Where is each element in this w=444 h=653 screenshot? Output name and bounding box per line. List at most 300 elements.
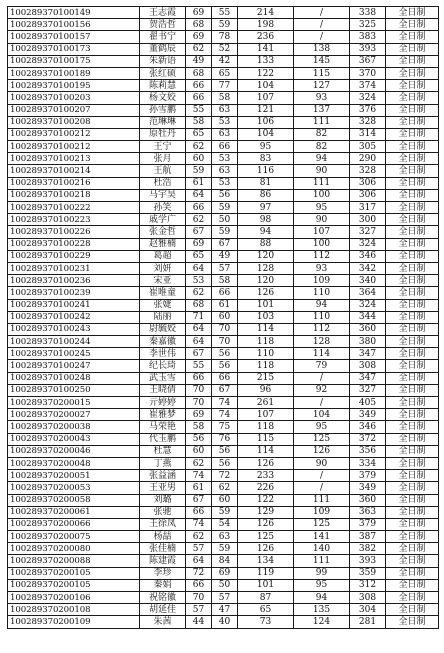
study-mode-cell: 全日制: [386, 384, 439, 396]
total-score-cell: 356: [350, 445, 386, 457]
study-mode-cell: 全日制: [386, 262, 439, 274]
total-score-cell: 347: [350, 348, 386, 360]
total-score-cell: 325: [350, 19, 386, 31]
study-mode-cell: 全日制: [386, 7, 439, 19]
score-2-cell: 57: [212, 262, 238, 274]
score-2-cell: 54: [212, 518, 238, 530]
score-3-cell: 103: [238, 311, 294, 323]
score-1-cell: 72: [186, 567, 212, 579]
score-2-cell: 67: [212, 238, 238, 250]
score-table: [7, 6, 439, 629]
candidate-name-cell: 王亚男: [140, 482, 186, 494]
score-1-cell: 62: [186, 287, 212, 299]
total-score-cell: 308: [350, 592, 386, 604]
total-score-cell: 281: [350, 616, 386, 628]
candidate-id-cell: 100289370100229: [8, 250, 140, 262]
score-3-cell: 98: [238, 214, 294, 226]
score-1-cell: 74: [186, 470, 212, 482]
total-score-cell: 340: [350, 275, 386, 287]
candidate-name-cell: 赵雅楠: [140, 238, 186, 250]
candidate-id-cell: 100289370200108: [8, 604, 140, 616]
score-3-cell: 126: [238, 287, 294, 299]
candidate-name-cell: 陈莉慧: [140, 80, 186, 92]
score-4-cell: 90: [294, 214, 350, 226]
score-4-cell: 145: [294, 55, 350, 67]
score-4-cell: 82: [294, 128, 350, 140]
score-3-cell: 119: [238, 567, 294, 579]
score-2-cell: 60: [212, 311, 238, 323]
study-mode-cell: 全日制: [386, 19, 439, 31]
total-score-cell: 360: [350, 323, 386, 335]
table-row: [8, 433, 439, 445]
score-1-cell: 69: [186, 238, 212, 250]
table-row: [8, 482, 439, 494]
table-row: [8, 311, 439, 323]
table-row: [8, 409, 439, 421]
score-1-cell: 68: [186, 19, 212, 31]
table-row: [8, 92, 439, 104]
score-2-cell: 56: [212, 348, 238, 360]
candidate-id-cell: 100289370200038: [8, 421, 140, 433]
candidate-id-cell: 100289370100208: [8, 116, 140, 128]
study-mode-cell: 全日制: [386, 323, 439, 335]
total-score-cell: 360: [350, 494, 386, 506]
score-2-cell: 42: [212, 55, 238, 67]
study-mode-cell: 全日制: [386, 128, 439, 140]
score-1-cell: 58: [186, 421, 212, 433]
score-1-cell: 62: [186, 531, 212, 543]
score-1-cell: 70: [186, 592, 212, 604]
score-2-cell: 59: [212, 19, 238, 31]
score-2-cell: 63: [212, 128, 238, 140]
score-2-cell: 62: [212, 482, 238, 494]
score-1-cell: 60: [186, 445, 212, 457]
candidate-id-cell: 100289370200043: [8, 433, 140, 445]
score-4-cell: 124: [294, 616, 350, 628]
candidate-id-cell: 100289370200075: [8, 531, 140, 543]
table-row: [8, 153, 439, 165]
score-4-cell: 140: [294, 543, 350, 555]
score-3-cell: 141: [238, 43, 294, 55]
score-1-cell: 57: [186, 543, 212, 555]
table-row: [8, 323, 439, 335]
score-1-cell: 60: [186, 153, 212, 165]
score-4-cell: 112: [294, 323, 350, 335]
total-score-cell: 379: [350, 470, 386, 482]
candidate-id-cell: 100289370100189: [8, 67, 140, 79]
score-1-cell: 61: [186, 482, 212, 494]
total-score-cell: 344: [350, 311, 386, 323]
study-mode-cell: 全日制: [386, 104, 439, 116]
score-1-cell: 68: [186, 67, 212, 79]
score-1-cell: 74: [186, 518, 212, 530]
score-3-cell: 115: [238, 433, 294, 445]
candidate-id-cell: 100289370100223: [8, 214, 140, 226]
score-4-cell: 99: [294, 567, 350, 579]
candidate-name-cell: 祝铭徽: [140, 592, 186, 604]
table-row: [8, 55, 439, 67]
score-3-cell: 86: [238, 189, 294, 201]
total-score-cell: 312: [350, 579, 386, 591]
score-2-cell: 50: [212, 579, 238, 591]
score-4-cell: /: [294, 19, 350, 31]
study-mode-cell: 全日制: [386, 153, 439, 165]
candidate-name-cell: 王航: [140, 165, 186, 177]
score-3-cell: 95: [238, 141, 294, 153]
table-row: [8, 19, 439, 31]
candidate-name-cell: 孙笑: [140, 202, 186, 214]
total-score-cell: 372: [350, 433, 386, 445]
candidate-id-cell: 100289370100243: [8, 323, 140, 335]
score-1-cell: 70: [186, 384, 212, 396]
candidate-name-cell: 杜慧: [140, 445, 186, 457]
score-3-cell: 121: [238, 104, 294, 116]
candidate-id-cell: 100289370100231: [8, 262, 140, 274]
score-3-cell: 215: [238, 372, 294, 384]
candidate-name-cell: 宋亚: [140, 275, 186, 287]
score-3-cell: 81: [238, 177, 294, 189]
study-mode-cell: 全日制: [386, 604, 439, 616]
study-mode-cell: 全日制: [386, 141, 439, 153]
candidate-name-cell: 朱新语: [140, 55, 186, 67]
table-row: [8, 177, 439, 189]
study-mode-cell: 全日制: [386, 226, 439, 238]
score-4-cell: 95: [294, 202, 350, 214]
table-row: [8, 555, 439, 567]
total-score-cell: 317: [350, 202, 386, 214]
study-mode-cell: 全日制: [386, 409, 439, 421]
candidate-id-cell: 100289370100239: [8, 287, 140, 299]
score-3-cell: 236: [238, 31, 294, 43]
total-score-cell: 342: [350, 262, 386, 274]
score-3-cell: 94: [238, 226, 294, 238]
candidate-name-cell: 张驰: [140, 506, 186, 518]
score-4-cell: 92: [294, 384, 350, 396]
total-score-cell: 363: [350, 506, 386, 518]
table-row: [8, 518, 439, 530]
candidate-name-cell: 朱茜: [140, 616, 186, 628]
score-1-cell: 62: [186, 457, 212, 469]
candidate-name-cell: 杜浩: [140, 177, 186, 189]
score-3-cell: 114: [238, 445, 294, 457]
candidate-name-cell: 刘妍: [140, 262, 186, 274]
score-4-cell: 115: [294, 67, 350, 79]
total-score-cell: 338: [350, 7, 386, 19]
study-mode-cell: 全日制: [386, 506, 439, 518]
candidate-id-cell: 100289370100250: [8, 384, 140, 396]
score-4-cell: 104: [294, 409, 350, 421]
score-1-cell: 65: [186, 128, 212, 140]
score-3-cell: 214: [238, 7, 294, 19]
score-4-cell: 95: [294, 421, 350, 433]
study-mode-cell: 全日制: [386, 250, 439, 262]
candidate-name-cell: 丁燕: [140, 457, 186, 469]
candidate-name-cell: 尉毓姣: [140, 323, 186, 335]
score-4-cell: 93: [294, 92, 350, 104]
candidate-name-cell: 杨文姣: [140, 92, 186, 104]
score-2-cell: 63: [212, 104, 238, 116]
table-row: [8, 104, 439, 116]
score-4-cell: 111: [294, 177, 350, 189]
score-4-cell: /: [294, 482, 350, 494]
score-3-cell: 96: [238, 384, 294, 396]
score-2-cell: 58: [212, 92, 238, 104]
score-2-cell: 58: [212, 275, 238, 287]
table-row: [8, 67, 439, 79]
table-row: [8, 226, 439, 238]
study-mode-cell: 全日制: [386, 494, 439, 506]
candidate-name-cell: 马荣艳: [140, 421, 186, 433]
candidate-id-cell: 100289370100213: [8, 153, 140, 165]
score-3-cell: 122: [238, 67, 294, 79]
candidate-name-cell: 陈建霞: [140, 555, 186, 567]
candidate-name-cell: 王晓倩: [140, 384, 186, 396]
score-3-cell: 126: [238, 543, 294, 555]
study-mode-cell: 全日制: [386, 214, 439, 226]
total-score-cell: 405: [350, 397, 386, 409]
total-score-cell: 364: [350, 287, 386, 299]
table-row: [8, 202, 439, 214]
score-2-cell: 66: [212, 141, 238, 153]
score-1-cell: 62: [186, 141, 212, 153]
total-score-cell: 304: [350, 604, 386, 616]
score-2-cell: 65: [212, 67, 238, 79]
score-4-cell: 94: [294, 153, 350, 165]
table-row: [8, 336, 439, 348]
study-mode-cell: 全日制: [386, 555, 439, 567]
score-1-cell: 64: [186, 189, 212, 201]
candidate-id-cell: 100289370200051: [8, 470, 140, 482]
total-score-cell: 327: [350, 226, 386, 238]
table-row: [8, 506, 439, 518]
study-mode-cell: 全日制: [386, 372, 439, 384]
score-4-cell: 95: [294, 579, 350, 591]
total-score-cell: 349: [350, 482, 386, 494]
total-score-cell: 379: [350, 518, 386, 530]
score-3-cell: 233: [238, 470, 294, 482]
table-row: [8, 360, 439, 372]
study-mode-cell: 全日制: [386, 543, 439, 555]
score-1-cell: 66: [186, 80, 212, 92]
score-2-cell: 66: [212, 372, 238, 384]
score-4-cell: 114: [294, 348, 350, 360]
candidate-name-cell: 张红硕: [140, 67, 186, 79]
score-3-cell: 97: [238, 202, 294, 214]
score-4-cell: 110: [294, 311, 350, 323]
score-4-cell: /: [294, 31, 350, 43]
score-2-cell: 61: [212, 299, 238, 311]
score-4-cell: 111: [294, 494, 350, 506]
score-4-cell: 93: [294, 262, 350, 274]
total-score-cell: 306: [350, 189, 386, 201]
score-3-cell: 126: [238, 518, 294, 530]
score-3-cell: 128: [238, 262, 294, 274]
score-4-cell: 112: [294, 250, 350, 262]
score-2-cell: 72: [212, 470, 238, 482]
candidate-id-cell: 100289370100222: [8, 202, 140, 214]
total-score-cell: 367: [350, 55, 386, 67]
candidate-name-cell: 王志霞: [140, 7, 186, 19]
total-score-cell: 300: [350, 214, 386, 226]
score-4-cell: 111: [294, 555, 350, 567]
score-1-cell: 58: [186, 116, 212, 128]
candidate-id-cell: 100289370100228: [8, 238, 140, 250]
table-row: [8, 616, 439, 628]
score-2-cell: 57: [212, 592, 238, 604]
score-sheet: [7, 6, 438, 629]
table-row: [8, 80, 439, 92]
candidate-id-cell: 100289370200105: [8, 567, 140, 579]
table-row: [8, 543, 439, 555]
candidate-id-cell: 100289370100173: [8, 43, 140, 55]
table-row: [8, 275, 439, 287]
candidate-name-cell: 贺浩哲: [140, 19, 186, 31]
candidate-id-cell: 100289370100248: [8, 372, 140, 384]
study-mode-cell: 全日制: [386, 360, 439, 372]
study-mode-cell: 全日制: [386, 457, 439, 469]
score-1-cell: 69: [186, 7, 212, 19]
score-4-cell: 137: [294, 104, 350, 116]
score-3-cell: 118: [238, 360, 294, 372]
table-row: [8, 470, 439, 482]
candidate-id-cell: 100289370100212: [8, 141, 140, 153]
score-4-cell: 100: [294, 189, 350, 201]
score-3-cell: 107: [238, 409, 294, 421]
total-score-cell: 324: [350, 238, 386, 250]
candidate-name-cell: 张佳楠: [140, 543, 186, 555]
candidate-id-cell: 100289370100216: [8, 177, 140, 189]
score-3-cell: 118: [238, 336, 294, 348]
table-row: [8, 372, 439, 384]
study-mode-cell: 全日制: [386, 567, 439, 579]
candidate-name-cell: 张婕: [140, 299, 186, 311]
score-1-cell: 56: [186, 433, 212, 445]
study-mode-cell: 全日制: [386, 31, 439, 43]
score-2-cell: 59: [212, 202, 238, 214]
score-1-cell: 64: [186, 336, 212, 348]
table-row: [8, 238, 439, 250]
candidate-id-cell: 100289370100236: [8, 275, 140, 287]
score-2-cell: 76: [212, 433, 238, 445]
score-2-cell: 67: [212, 384, 238, 396]
score-4-cell: 94: [294, 299, 350, 311]
total-score-cell: 346: [350, 250, 386, 262]
candidate-id-cell: 100289370100203: [8, 92, 140, 104]
total-score-cell: 314: [350, 128, 386, 140]
study-mode-cell: 全日制: [386, 177, 439, 189]
score-2-cell: 70: [212, 323, 238, 335]
table-row: [8, 287, 439, 299]
table-row: [8, 250, 439, 262]
study-mode-cell: 全日制: [386, 421, 439, 433]
total-score-cell: 393: [350, 555, 386, 567]
candidate-id-cell: 100289370100214: [8, 165, 140, 177]
score-4-cell: 94: [294, 592, 350, 604]
candidate-name-cell: 秦嘉徽: [140, 336, 186, 348]
score-1-cell: 67: [186, 494, 212, 506]
score-4-cell: 125: [294, 433, 350, 445]
table-row: [8, 31, 439, 43]
table-row: [8, 592, 439, 604]
score-3-cell: 198: [238, 19, 294, 31]
score-4-cell: 90: [294, 457, 350, 469]
score-1-cell: 57: [186, 604, 212, 616]
score-1-cell: 66: [186, 579, 212, 591]
table-row: [8, 421, 439, 433]
table-row: [8, 494, 439, 506]
candidate-id-cell: 100289370200061: [8, 506, 140, 518]
candidate-id-cell: 100289370100156: [8, 19, 140, 31]
table-row: [8, 128, 439, 140]
score-1-cell: 61: [186, 177, 212, 189]
score-2-cell: 40: [212, 616, 238, 628]
score-3-cell: 125: [238, 531, 294, 543]
score-2-cell: 53: [212, 177, 238, 189]
score-1-cell: 64: [186, 323, 212, 335]
score-4-cell: 90: [294, 165, 350, 177]
score-2-cell: 53: [212, 116, 238, 128]
total-score-cell: 347: [350, 372, 386, 384]
score-3-cell: 88: [238, 238, 294, 250]
score-2-cell: 50: [212, 214, 238, 226]
score-2-cell: 49: [212, 250, 238, 262]
score-4-cell: 82: [294, 141, 350, 153]
score-2-cell: 55: [212, 7, 238, 19]
total-score-cell: 383: [350, 31, 386, 43]
table-row: [8, 567, 439, 579]
candidate-name-cell: 纪长琦: [140, 360, 186, 372]
score-3-cell: 126: [238, 457, 294, 469]
score-4-cell: 109: [294, 275, 350, 287]
study-mode-cell: 全日制: [386, 92, 439, 104]
study-mode-cell: 全日制: [386, 189, 439, 201]
score-2-cell: 78: [212, 31, 238, 43]
total-score-cell: 328: [350, 116, 386, 128]
candidate-name-cell: 董鹤辰: [140, 43, 186, 55]
total-score-cell: 324: [350, 92, 386, 104]
candidate-name-cell: 范琳琳: [140, 116, 186, 128]
study-mode-cell: 全日制: [386, 238, 439, 250]
table-row: [8, 397, 439, 409]
table-row: [8, 384, 439, 396]
candidate-name-cell: 孙雪鹏: [140, 104, 186, 116]
candidate-id-cell: 100289370100245: [8, 348, 140, 360]
score-1-cell: 53: [186, 275, 212, 287]
study-mode-cell: 全日制: [386, 311, 439, 323]
candidate-id-cell: 100289370100157: [8, 31, 140, 43]
score-1-cell: 64: [186, 555, 212, 567]
score-4-cell: 127: [294, 80, 350, 92]
total-score-cell: 305: [350, 141, 386, 153]
study-mode-cell: 全日制: [386, 43, 439, 55]
total-score-cell: 306: [350, 177, 386, 189]
score-3-cell: 106: [238, 116, 294, 128]
score-1-cell: 70: [186, 397, 212, 409]
study-mode-cell: 全日制: [386, 531, 439, 543]
table-row: [8, 165, 439, 177]
score-4-cell: 141: [294, 531, 350, 543]
score-1-cell: 59: [186, 165, 212, 177]
candidate-name-cell: 王徐凤: [140, 518, 186, 530]
candidate-name-cell: 崔雅梦: [140, 409, 186, 421]
study-mode-cell: 全日制: [386, 592, 439, 604]
score-3-cell: 65: [238, 604, 294, 616]
candidate-name-cell: 陆丽: [140, 311, 186, 323]
score-4-cell: /: [294, 397, 350, 409]
score-2-cell: 74: [212, 397, 238, 409]
total-score-cell: 328: [350, 165, 386, 177]
score-4-cell: 138: [294, 43, 350, 55]
